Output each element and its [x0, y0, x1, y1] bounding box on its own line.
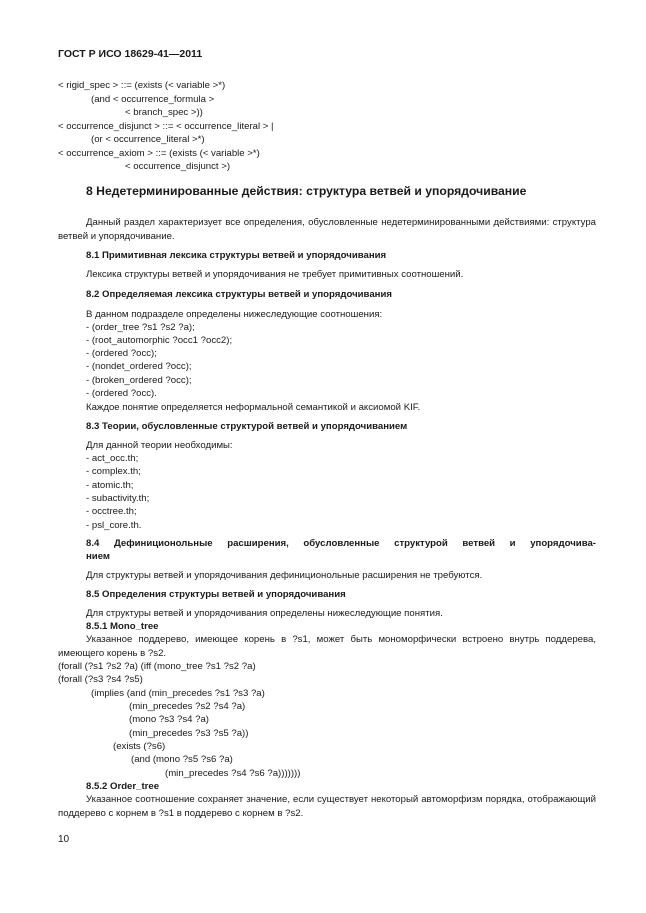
section-8-5-title: 8.5 Определения структуры ветвей и упорядочивания [86, 589, 346, 600]
section-8-5-1-text: Указанное поддерево, имеющее корень в ?s1, может быть мономорфически встроено внутрь поддерева, имеющего корень в ?s2. [58, 634, 596, 659]
list-item: - atomic.th; [86, 480, 134, 491]
grammar-line: < rigid_spec > ::= (exists (< variable >*) [58, 80, 226, 91]
list-item: - psl_core.th. [86, 520, 142, 531]
list-item: - complex.th; [86, 466, 141, 477]
code-line: (min_precedes ?s4 ?s6 ?a))))))) [165, 768, 301, 779]
code-line: (and (mono ?s5 ?s6 ?a) [131, 754, 233, 765]
list-item: - (broken_ordered ?occ); [86, 375, 192, 386]
section-8-3-intro: Для данной теории необходимы: [86, 440, 233, 451]
code-line: (exists (?s6) [113, 741, 166, 752]
list-item: - act_occ.th; [86, 453, 139, 464]
section-8-title: 8 Недетерминированные действия: структура ветвей и упорядочивание [86, 184, 527, 198]
section-8-4-title-line2: нием [86, 551, 110, 562]
grammar-line: < occurrence_disjunct >) [125, 161, 231, 172]
code-line: (min_precedes ?s2 ?s4 ?a) [129, 701, 246, 712]
code-line: (forall (?s1 ?s2 ?a) (iff (mono_tree ?s1 ?s2 ?a) [58, 661, 256, 672]
section-8-5-2-text: Указанное соотношение сохраняет значение, если существует некоторый автоморфизм порядка, отображающий поддерево с корнем в ?s1 в поддерево с корнем в ?s2. [58, 794, 596, 819]
section-8-2-outro: Каждое понятие определяется неформальной семантикой и аксиомой KIF. [86, 402, 421, 413]
grammar-line: (and < occurrence_formula > [91, 94, 215, 105]
document-header: ГОСТ Р ИСО 18629-41—2011 [58, 48, 203, 60]
list-item: - (ordered ?occ). [86, 388, 157, 399]
section-8-5-1-title: 8.5.1 Mono_tree [86, 621, 159, 632]
section-8-4-title-line1: 8.4 Дефиниционольные расширения, обусловленные структурой ветвей и упорядочива- [86, 538, 596, 549]
grammar-line: (or < occurrence_literal >*) [91, 134, 205, 145]
section-8-2-intro: В данном подразделе определены нижеследующие соотношения: [86, 309, 383, 320]
section-8-1-text: Лексика структуры ветвей и упорядочивания не требует примитивных соотношений. [86, 269, 464, 280]
list-item: - occtree.th; [86, 506, 137, 517]
section-8-4-text: Для структуры ветвей и упорядочивания дефиниционольные расширения не требуются. [86, 570, 483, 581]
list-item: - (order_tree ?s1 ?s2 ?a); [86, 322, 195, 333]
grammar-line: < occurrence_axiom > ::= (exists (< variable >*) [58, 148, 260, 159]
list-item: - (ordered ?occ); [86, 348, 157, 359]
grammar-line: < occurrence_disjunct > ::= < occurrence_literal > | [58, 121, 274, 132]
section-8-3-title: 8.3 Теории, обусловленные структурой ветвей и упорядочиванием [86, 421, 408, 432]
section-8-5-2-title: 8.5.2 Order_tree [86, 781, 160, 792]
list-item: - (root_automorphic ?occ1 ?occ2); [86, 335, 233, 346]
section-8-1-title: 8.1 Примитивная лексика структуры ветвей и упорядочивания [86, 250, 387, 261]
section-8-2-title: 8.2 Определяемая лексика структуры ветвей и упорядочивания [86, 289, 392, 300]
list-item: - (nondet_ordered ?occ); [86, 361, 192, 372]
page-number: 10 [58, 834, 70, 845]
section-8-intro: Данный раздел характеризует все определения, обусловленные недетерминированными действиями: структура ветвей и упорядочивание. [58, 217, 596, 242]
list-item: - subactivity.th; [86, 493, 150, 504]
grammar-line: < branch_spec >)) [125, 107, 203, 118]
section-8-5-intro: Для структуры ветвей и упорядочивания определены нижеследующие понятия. [86, 608, 443, 619]
code-line: (forall (?s3 ?s4 ?s5) [58, 674, 143, 685]
code-line: (mono ?s3 ?s4 ?a) [129, 714, 209, 725]
code-line: (min_precedes ?s3 ?s5 ?a)) [129, 728, 249, 739]
code-line: (implies (and (min_precedes ?s1 ?s3 ?a) [91, 688, 265, 699]
